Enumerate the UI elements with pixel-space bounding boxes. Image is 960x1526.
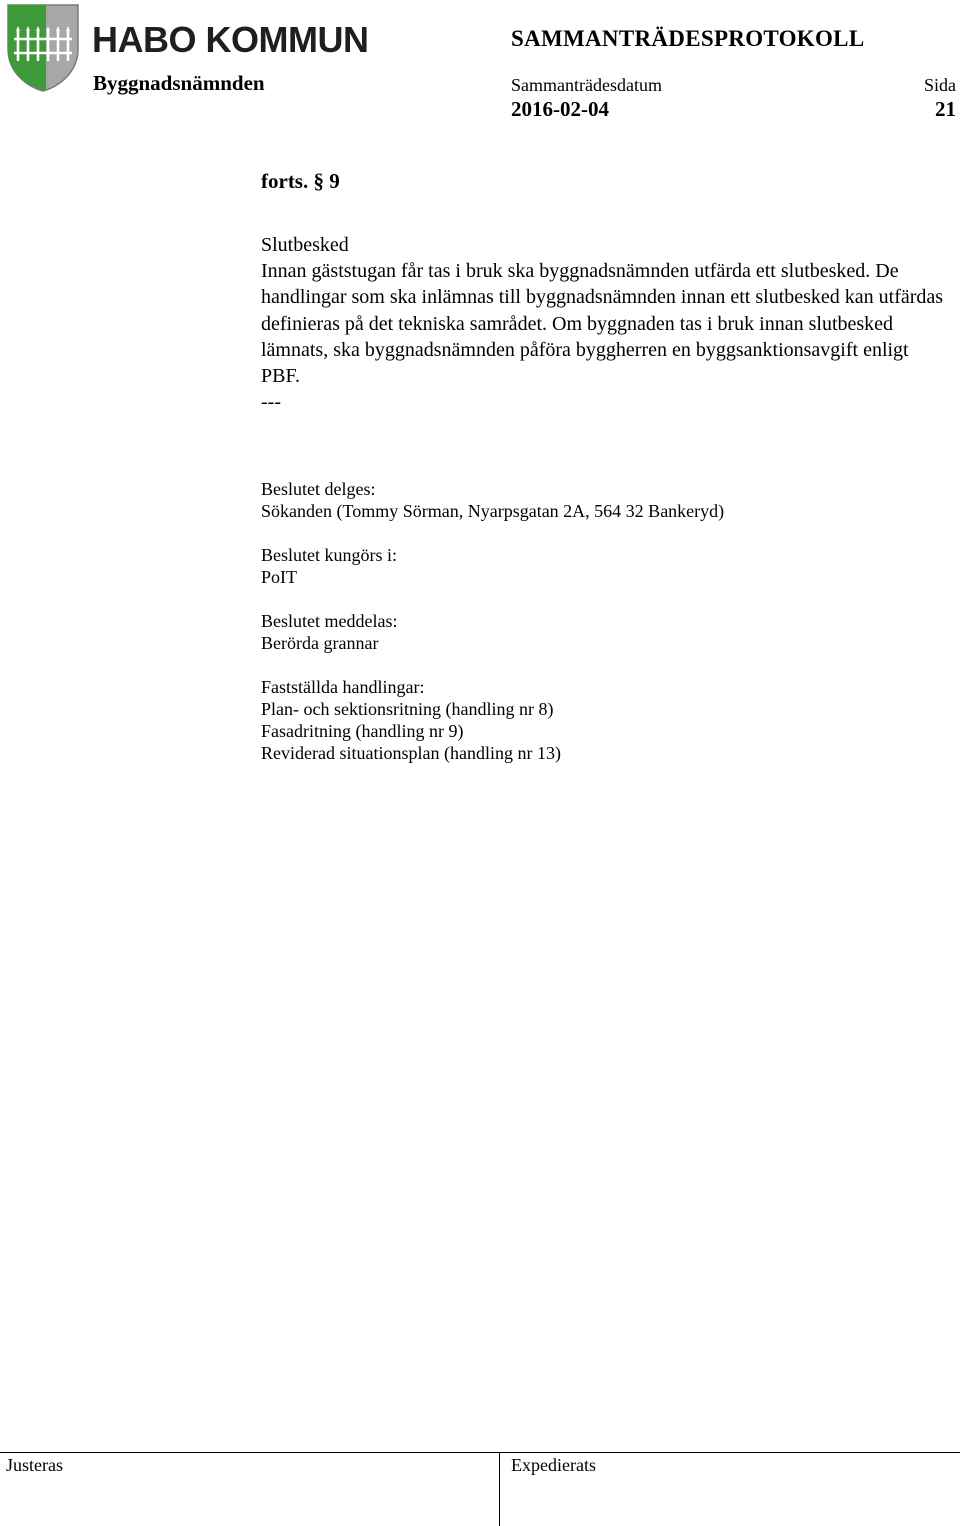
- meeting-date: 2016-02-04: [511, 97, 609, 121]
- footer-divider: [0, 1452, 960, 1453]
- list-item: Plan- och sektionsritning (handling nr 8): [261, 699, 554, 719]
- approved-documents-label: Fastställda handlingar:: [261, 677, 425, 697]
- decision-notified-label: Beslutet meddelas:: [261, 611, 398, 631]
- section-title: Slutbesked: [261, 234, 349, 256]
- approved-documents-block: [261, 676, 561, 764]
- list-item: Fasadritning (handling nr 9): [261, 721, 464, 741]
- footer-justeras-label: Justeras: [6, 1455, 63, 1475]
- page-number: 21: [935, 97, 956, 121]
- decision-delivered-to: Sökanden (Tommy Sörman, Nyarpsgatan 2A, 564 32 Bankeryd): [261, 501, 725, 521]
- section-separator: ---: [261, 391, 281, 413]
- habo-coat-of-arms-icon: [6, 3, 80, 93]
- page-label: Sida: [923, 75, 956, 95]
- list-item: Reviderad situationsplan (handling nr 13): [261, 743, 561, 763]
- decision-delivered-label: Beslutet delges:: [261, 479, 376, 499]
- footer-expedierats-label: Expedierats: [511, 1455, 596, 1475]
- document-type: SAMMANTRÄDESPROTOKOLL: [511, 26, 865, 51]
- footer-column-divider: [499, 1452, 500, 1526]
- decision-notified-block: [261, 610, 397, 654]
- decision-announced-label: Beslutet kungörs i:: [261, 545, 397, 565]
- decision-announced-block: [261, 544, 397, 588]
- organization-name: HABO KOMMUN: [92, 19, 369, 60]
- section-heading: forts. § 9: [261, 169, 340, 193]
- section-paragraph: Innan gäststugan får tas i bruk ska byggnadsnämnden utfärda ett slutbesked. De handlingar som ska inlämnas till byggnadsnämnden innan ett slutbesked kan utfärdas definieras på det tekniska samrådet. Om byggnaden tas i bruk innan slutbesked lämnats, ska byggnadsnämnden påföra byggherren en byggsanktionsavgift enligt PBF.: [261, 260, 944, 388]
- decision-announced-in: PoIT: [261, 567, 297, 587]
- meeting-date-label: Sammanträdesdatum: [511, 75, 662, 95]
- decision-notified-to: Berörda grannar: [261, 633, 379, 653]
- decision-delivered-block: [261, 478, 724, 522]
- committee-name: Byggnadsnämnden: [93, 71, 265, 95]
